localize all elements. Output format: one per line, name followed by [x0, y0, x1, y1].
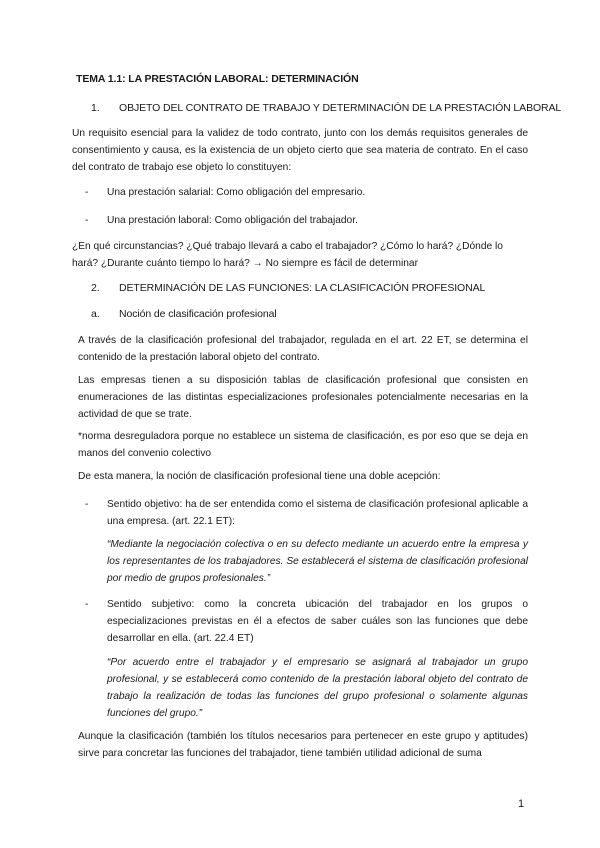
subsection-a-text: Noción de clasificación profesional	[119, 308, 277, 320]
section-2-text: DETERMINACIÓN DE LAS FUNCIONES: LA CLASIFICACIÓN PROFESIONAL	[119, 282, 486, 294]
subsection-a-heading	[91, 308, 277, 320]
paragraph-tablas-clasificacion: Las empresas tienen a su disposición tablas de clasificación profesional que consisten en enumeraciones de las distintas especializaciones profesionales potencialmente necesarias en la actividad de que se trate.	[78, 375, 528, 420]
page-number: 1	[518, 798, 525, 810]
bullet-text: Una prestación laboral: Como obligación del trabajador.	[107, 215, 358, 226]
section-2-heading	[91, 282, 485, 294]
paragraph-objeto: Un requisito esencial para la validez de todo contrato, junto con los demás requisitos generales de consentimiento y causa, es la existencia de un objeto cierto que sea materia de contrato. En el caso del contrato de trabajo ese objeto lo constituyen:	[72, 128, 528, 173]
section-1-text: OBJETO DEL CONTRATO DE TRABAJO Y DETERMINACIÓN DE LA PRESTACIÓN LABORAL	[119, 102, 562, 114]
bullet-prestacion-laboral	[85, 212, 358, 229]
subsection-a-number: a.	[91, 308, 100, 320]
paragraph-questions: ¿En qué circunstancias? ¿Qué trabajo llevará a cabo el trabajador? ¿Cómo lo hará? ¿Dónde lo hará? ¿Durante cuánto tiempo lo hará? → No siempre es fácil de determinar	[72, 241, 503, 269]
bullet-dash: -	[85, 499, 89, 510]
section-1-heading	[91, 102, 561, 114]
bullet-dash: -	[85, 215, 89, 226]
section-1-number: 1.	[91, 102, 100, 114]
paragraph-aunque-clasificacion: Aunque la clasificación (también los títulos necesarios para pertenecer en este grupo y aptitudes) sirve para concretar las funciones del trabajador, tiene también utilidad adicional de suma	[78, 731, 528, 759]
paragraph-doble-acepcion: De esta manera, la noción de clasificación profesional tiene una doble acepción:	[78, 471, 441, 482]
quote-art-22-1: “Mediante la negociación colectiva o en su defecto mediante un acuerdo entre la empresa y los representantes de los trabajadores. Se establecerá el sistema de clasificación profesional por medio de grupos profesionales.”	[107, 539, 528, 584]
section-2-number: 2.	[91, 282, 100, 294]
quote-art-22-4: “Por acuerdo entre el trabajador y el empresario se asignará al trabajador un grupo profesional, y se establecerá como contenido de la prestación laboral objeto del contrato de trabajo la realización de todas las funciones del grupo profesional o solamente algunas funciones del grupo.”	[107, 657, 528, 719]
bullet-text: Sentido objetivo: ha de ser entendida como el sistema de clasificación profesional aplicable a una empresa. (art. 22.1 ET):	[107, 499, 528, 527]
paragraph-clasificacion-art22: A través de la clasificación profesional del trabajador, regulada en el art. 22 ET, se determina el contenido de la prestación laboral objeto del contrato.	[78, 335, 528, 363]
bullet-text: Una prestación salarial: Como obligación del empresario.	[107, 187, 366, 198]
bullet-dash: -	[85, 187, 89, 198]
bullet-text: Sentido subjetivo: como la concreta ubicación del trabajador en los grupos o especializaciones previstas en él a efectos de saber cuáles son las funciones que debe desarrollar en ella. (art. 22.4 ET)	[107, 599, 528, 644]
paragraph-note-desreguladora: *norma desreguladora porque no establece un sistema de clasificación, es por eso que se deja en manos del convenio colectivo	[78, 431, 528, 459]
bullet-prestacion-salarial	[85, 184, 366, 201]
bullet-sentido-subjetivo	[85, 596, 528, 647]
bullet-sentido-objetivo	[85, 496, 528, 530]
bullet-dash: -	[85, 599, 89, 610]
document-title: TEMA 1.1: LA PRESTACIÓN LABORAL: DETERMINACIÓN	[76, 73, 359, 85]
